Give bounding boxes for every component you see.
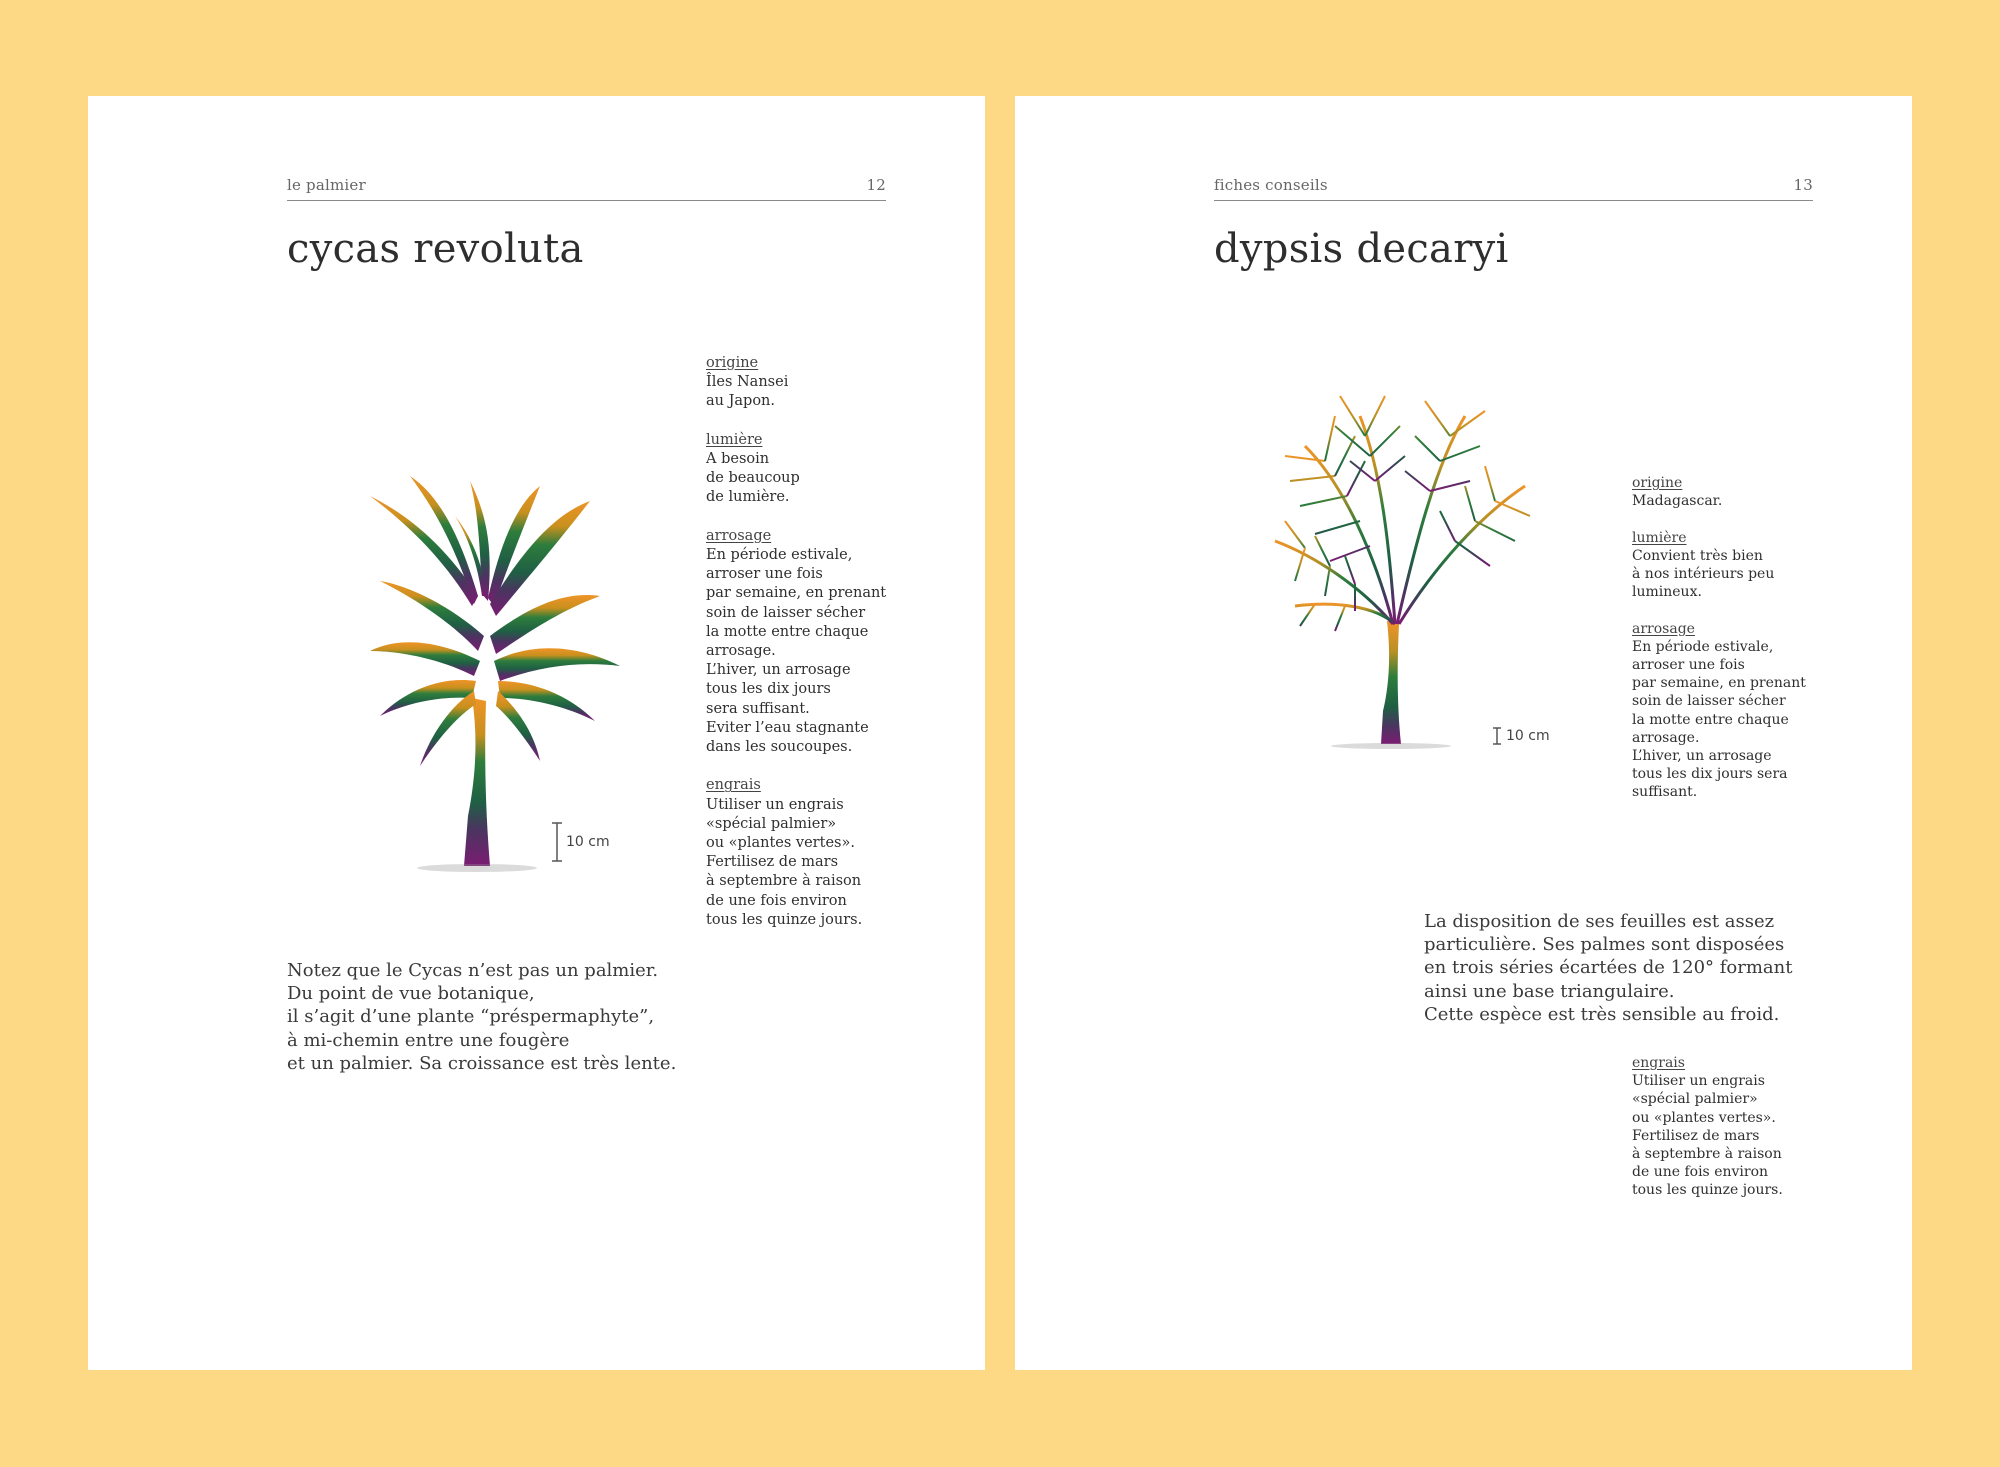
info-line: ou «plantes vertes».: [706, 835, 855, 852]
scale-bar-icon: [552, 823, 562, 861]
info-line: En période estivale,: [706, 547, 853, 563]
info-line: suffisant.: [1632, 784, 1698, 801]
note-line: particulière. Ses palmes sont disposées: [1424, 934, 1785, 956]
right-page: [1015, 96, 1912, 1370]
info-line: Fertilisez de mars: [706, 854, 839, 871]
info-label: engrais: [706, 777, 761, 794]
info-line: L’hiver, un arrosage: [706, 662, 851, 679]
info-line: dans les soucoupes.: [706, 739, 853, 756]
info-arrosage: [706, 527, 896, 757]
note-line: La disposition de ses feuilles est assez: [1424, 911, 1775, 932]
info-label: origine: [1632, 475, 1683, 491]
info-label: origine: [706, 355, 759, 371]
info-line: soin de laisser sécher: [706, 604, 866, 621]
info-line: lumineux.: [1632, 584, 1702, 601]
scale-label: 10 cm: [566, 834, 610, 850]
note-line: Cette espèce est très sensible au froid.: [1424, 1003, 1780, 1025]
info-line: Convient très bien: [1632, 547, 1763, 564]
info-line: «spécial palmier»: [1632, 1091, 1758, 1108]
info-line: «spécial palmier»: [706, 815, 837, 832]
info-line: tous les dix jours: [706, 681, 831, 698]
note-line: Notez que le Cycas n’est pas un palmier.: [287, 960, 659, 981]
page-header: [287, 176, 886, 201]
note-line: Du point de vue botanique,: [287, 983, 535, 1005]
info-line: Eviter l’eau stagnante: [706, 719, 869, 736]
info-line: à septembre à raison: [706, 873, 862, 890]
care-info-engrais: [1632, 1054, 1822, 1219]
page-number: 12: [866, 176, 886, 194]
care-info: [706, 354, 896, 949]
note-line: en trois séries écartées de 120° formant: [1424, 957, 1793, 979]
info-line: par semaine, en prenant: [1632, 675, 1806, 692]
info-engrais: [706, 776, 896, 930]
page-header: [1214, 176, 1813, 201]
plant-title: dypsis decaryi: [1214, 226, 1509, 272]
info-line: sera suffisant.: [706, 700, 810, 717]
header-section: fiches conseils: [1214, 176, 1328, 194]
info-lumiere: [1632, 529, 1822, 602]
left-page: [88, 96, 985, 1370]
info-line: Utiliser un engrais: [706, 796, 844, 813]
plant-title: cycas revoluta: [287, 226, 584, 272]
info-label: engrais: [1632, 1055, 1685, 1071]
info-line: ou «plantes vertes».: [1632, 1109, 1776, 1126]
dypsis-plant-illustration: [1265, 356, 1565, 756]
header-section: le palmier: [287, 176, 366, 194]
info-line: à nos intérieurs peu: [1632, 566, 1775, 582]
info-label: lumière: [706, 431, 763, 448]
cycas-plant-illustration: [350, 476, 650, 886]
info-line: En période estivale,: [1632, 638, 1774, 655]
info-line: de une fois environ: [1632, 1164, 1769, 1181]
note-line: à mi-chemin entre une fougère: [287, 1029, 570, 1051]
info-line: la motte entre chaque: [706, 623, 869, 640]
info-line: à septembre à raison: [1632, 1146, 1782, 1163]
info-line: Utiliser un engrais: [1632, 1073, 1765, 1090]
note-line: ainsi une base triangulaire.: [1424, 980, 1675, 1002]
info-label: lumière: [1632, 529, 1687, 546]
page-number: 13: [1793, 176, 1813, 194]
info-line: arroser une fois: [706, 566, 823, 583]
info-line: tous les quinze jours.: [1632, 1182, 1783, 1199]
info-line: arrosage.: [706, 643, 776, 660]
info-line: L’hiver, un arrosage: [1632, 748, 1772, 765]
info-line: Fertilisez de mars: [1632, 1127, 1760, 1144]
info-line: de beaucoup: [706, 470, 800, 487]
info-line: arrosage.: [1632, 729, 1700, 746]
plant-note: [1424, 910, 1793, 1026]
info-origine: [706, 354, 896, 412]
info-line: tous les dix jours sera: [1632, 766, 1788, 783]
info-engrais: [1632, 1054, 1822, 1200]
note-line: il s’agit d’une plante “préspermaphyte”,: [287, 1006, 655, 1028]
info-line: Îles Nansei: [706, 374, 789, 391]
scale-label: 10 cm: [1506, 728, 1550, 744]
info-line: tous les quinze jours.: [706, 911, 863, 928]
info-origine: [1632, 474, 1822, 510]
info-line: de une fois environ: [706, 892, 847, 909]
plant-note: [287, 959, 676, 1075]
care-info: [1632, 474, 1822, 821]
scale-bar-icon: [1493, 728, 1501, 744]
info-line: arroser une fois: [1632, 657, 1745, 673]
info-line: A besoin: [706, 451, 770, 467]
info-label: arrosage: [706, 527, 772, 544]
info-line: au Japon.: [706, 393, 776, 410]
info-line: Madagascar.: [1632, 493, 1723, 510]
note-line: et un palmier. Sa croissance est très lente.: [287, 1052, 677, 1074]
info-line: la motte entre chaque: [1632, 711, 1789, 728]
info-arrosage: [1632, 620, 1822, 802]
info-line: soin de laisser sécher: [1632, 693, 1786, 710]
info-line: par semaine, en prenant: [706, 585, 887, 602]
info-line: de lumière.: [706, 489, 790, 506]
info-label: arrosage: [1632, 620, 1695, 637]
info-lumiere: [706, 431, 896, 508]
